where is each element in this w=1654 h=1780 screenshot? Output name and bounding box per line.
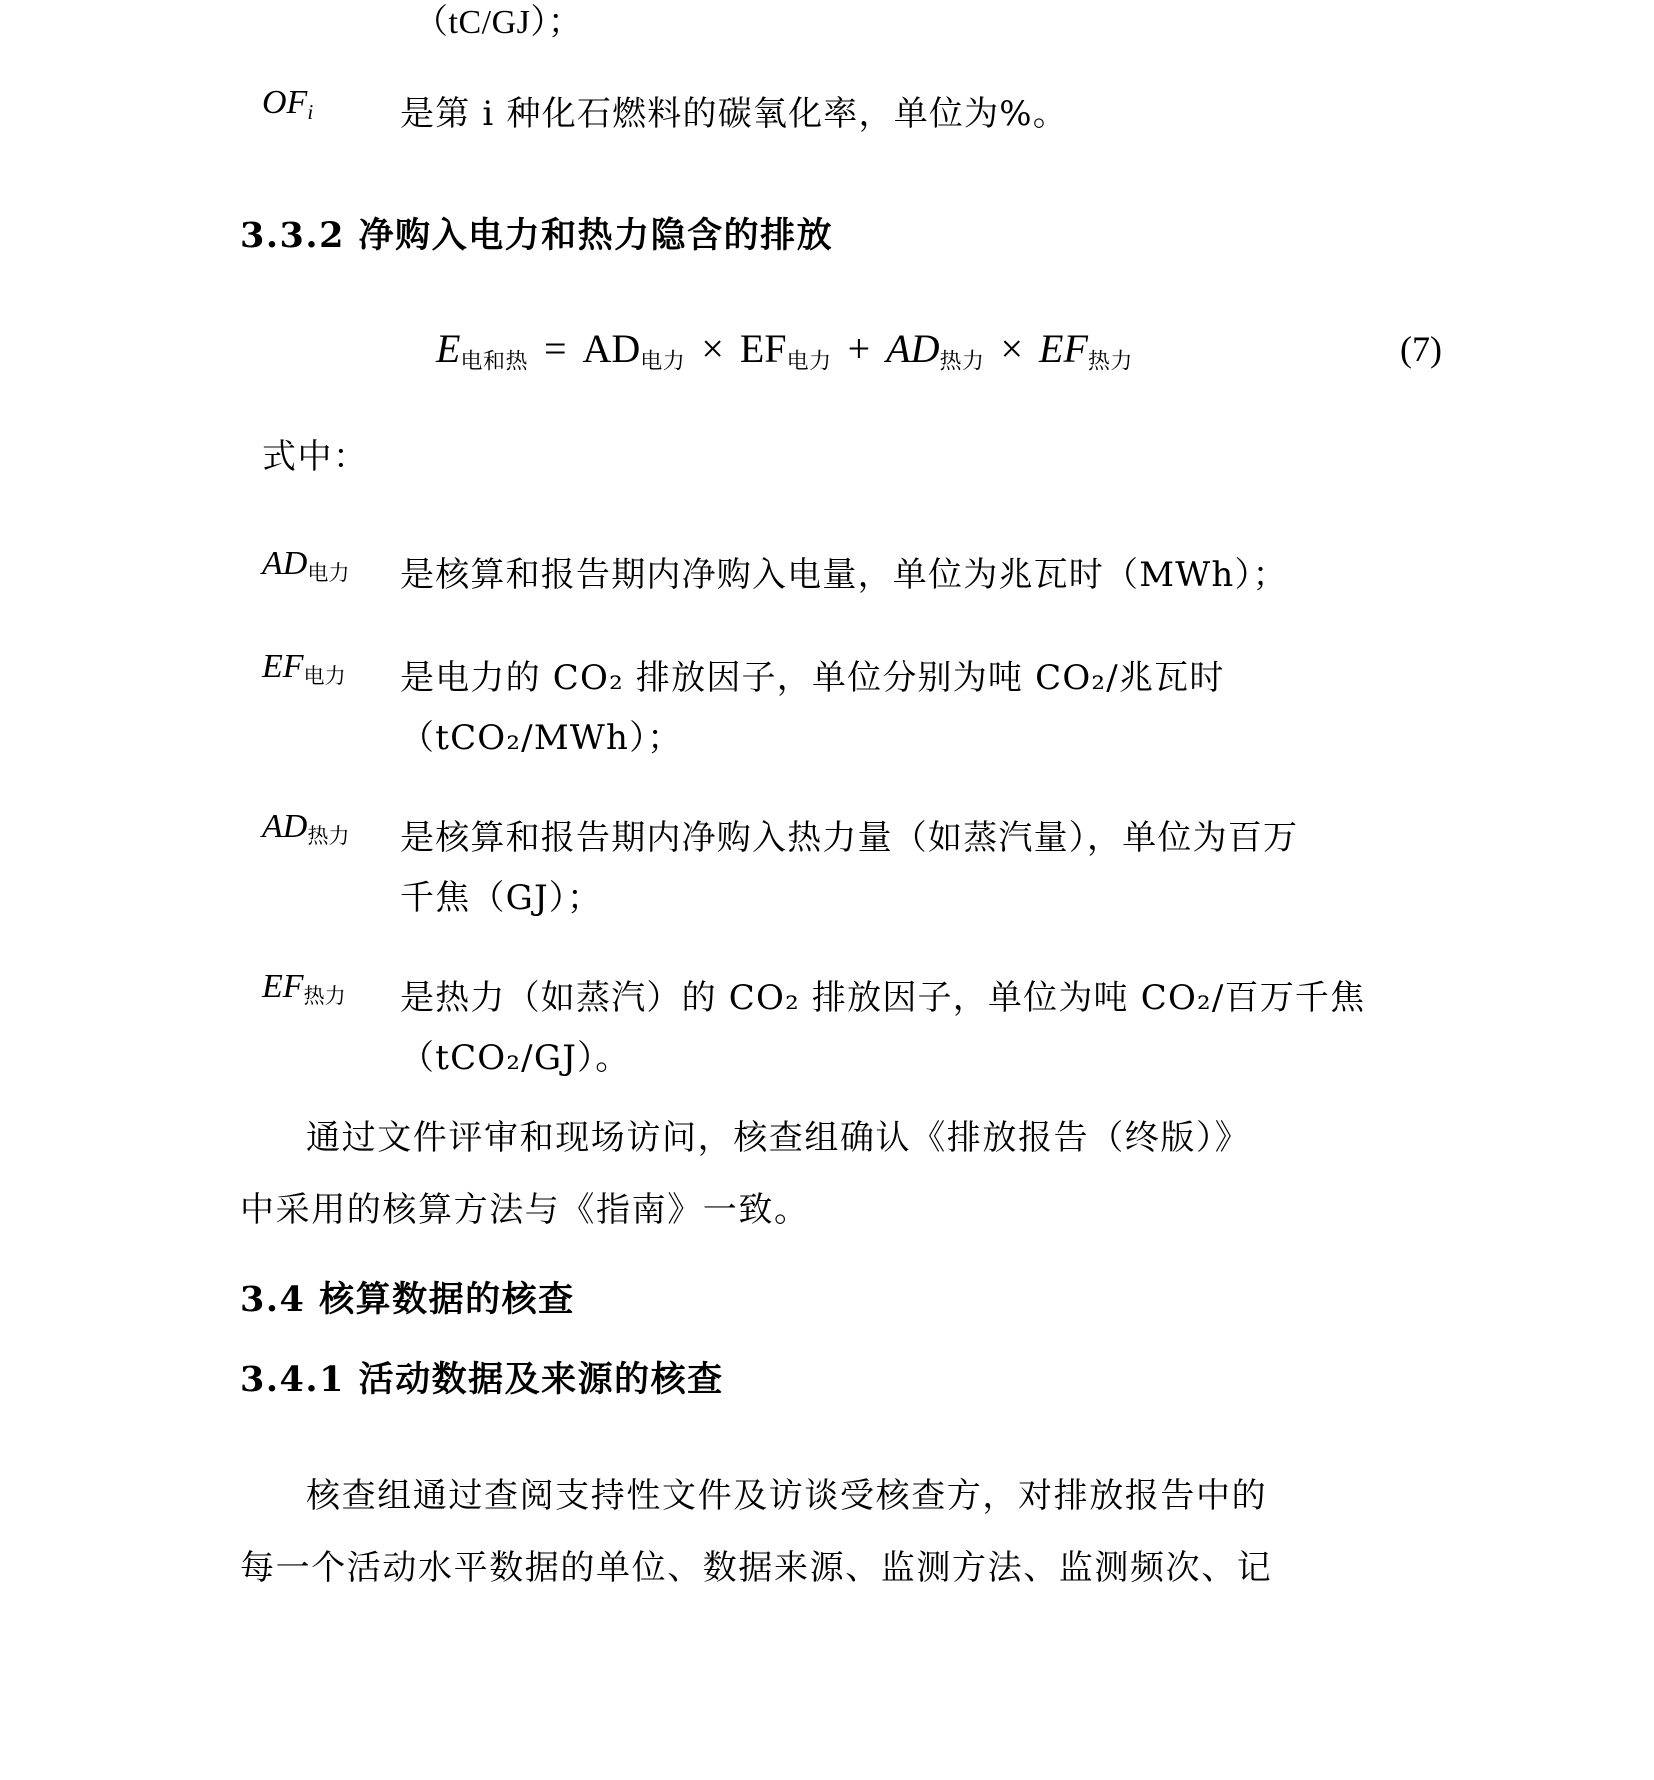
definition-ef-dianli-line-2: （tCO₂/MWh）； [400, 718, 683, 758]
symbol-ad-dianli: $AD_{电力}$ [262, 545, 350, 585]
heading-section-3-3-2: 3.3.2 净购入电力和热力隐含的排放 [240, 215, 834, 256]
definition-ef-dianli-line-1: 是电力的 CO₂ 排放因子，单位分别为吨 CO₂/兆瓦时 [400, 658, 1225, 698]
continuation-line-tc-gj: （tC/GJ）； [414, 4, 583, 41]
symbol-ef-dianli: $EF_{电力}$ [262, 648, 346, 688]
symbol-of-i: $OF_i$ [262, 84, 314, 124]
paragraph-1-line-2: 中采用的核算方法与《指南》一致。 [240, 1190, 810, 1230]
paragraph-2-line-2: 每一个活动水平数据的单位、数据来源、监测方法、监测频次、记 [240, 1548, 1273, 1588]
definition-of-i-text: 是第 i 种化石燃料的碳氧化率，单位为%。 [400, 94, 1068, 134]
definition-ef-reli-line-2: （tCO₂/GJ）。 [400, 1038, 631, 1078]
heading-section-3-4-1: 3.4.1 活动数据及来源的核查 [240, 1359, 724, 1400]
heading-section-3-4: 3.4 核算数据的核查 [240, 1279, 575, 1320]
symbol-ef-reli: $EF_{热力}$ [262, 968, 346, 1008]
symbol-ad-reli: $AD_{热力}$ [262, 808, 350, 848]
where-label: 式中： [262, 437, 369, 477]
definition-ad-reli-line-2: 千焦（GJ）； [400, 878, 603, 918]
definition-ad-dianli-line-1: 是核算和报告期内净购入电量，单位为兆瓦时（MWh）； [400, 555, 1288, 595]
definition-ef-reli-line-1: 是热力（如蒸汽）的 CO₂ 排放因子，单位为吨 CO₂/百万千焦 [400, 978, 1366, 1018]
paragraph-1-line-1: 通过文件评审和现场访问，核查组确认《排放报告（终版）》 [306, 1118, 1251, 1158]
formula-7-expression: $E_{电和热} = AD_{电力} \times EF_{电力} + AD_{热力} \times EF_{热力}$ [436, 326, 1133, 375]
paragraph-2-line-1: 核查组通过查阅支持性文件及访谈受核查方，对排放报告中的 [306, 1476, 1268, 1516]
definition-ad-reli-line-1: 是核算和报告期内净购入热力量（如蒸汽量），单位为百万 [400, 818, 1299, 858]
formula-7-number: (7) [1400, 329, 1442, 369]
